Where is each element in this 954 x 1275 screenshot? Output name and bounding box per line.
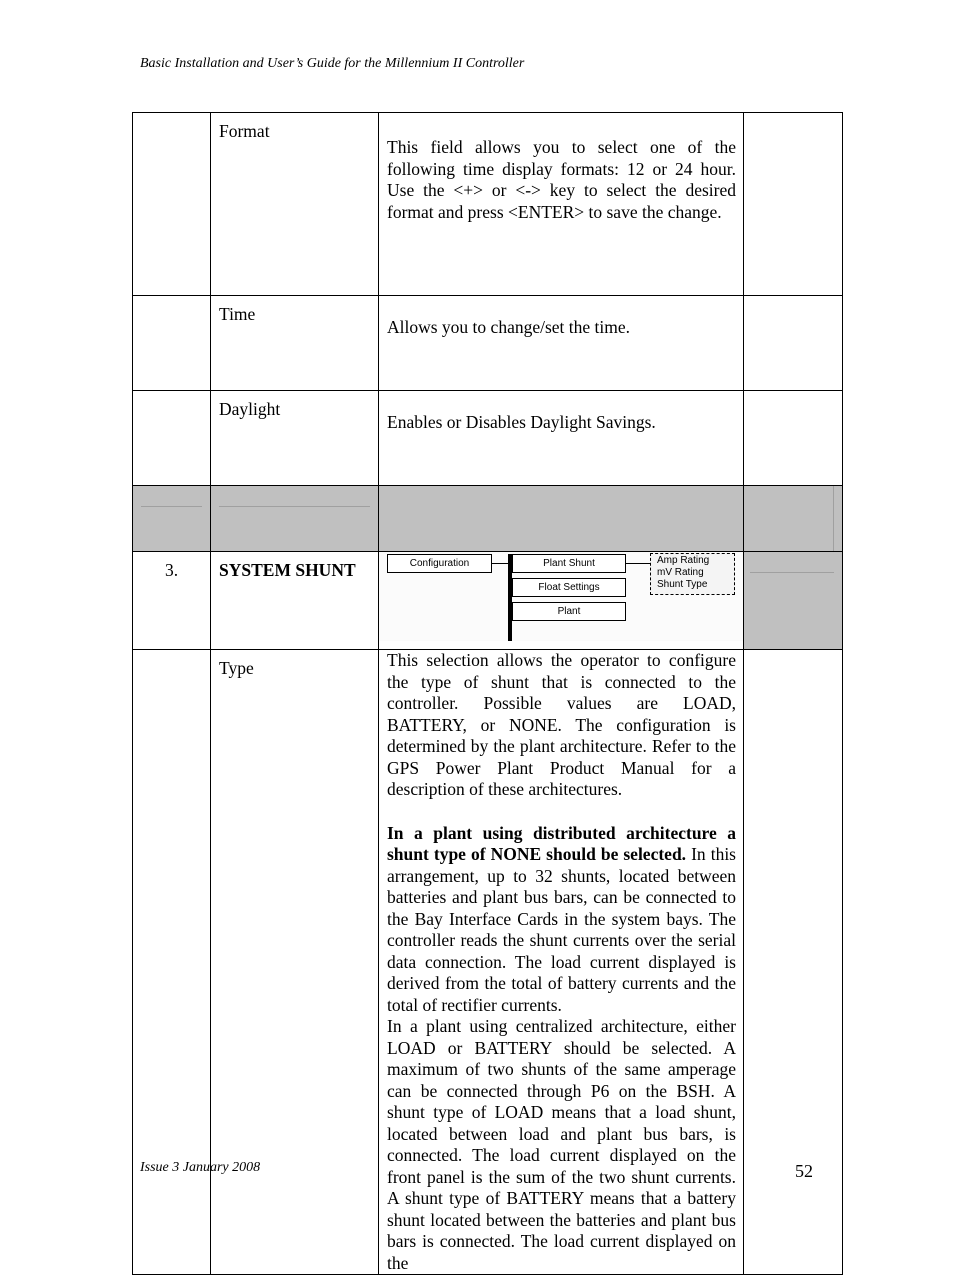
body-text: In this arrangement, up to 32 shunts, located between batteries and plant bus bars, can be connected to the Bay Interface Cards in the system bays. The controller reads the shunt currents over the serial data connection. The load current displayed is derived from the total of battery currents and the total of rectifier currents. [387, 844, 736, 1015]
cell-rule [219, 506, 370, 507]
field-description-type [379, 650, 744, 1275]
number-cell [133, 650, 211, 1275]
menu-item-box: Plant Shunt [512, 554, 626, 573]
field-description-daylight: Enables or Disables Daylight Savings. [379, 391, 744, 486]
page-number: 52 [795, 1161, 813, 1181]
section-number: 3. [133, 552, 211, 650]
notes-cell [744, 113, 843, 296]
field-label-format: Format [211, 113, 379, 296]
field-description-time: Allows you to change/set the time. [379, 296, 744, 391]
notes-cell [744, 296, 843, 391]
field-label-time: Time [211, 296, 379, 391]
shaded-cell [211, 486, 379, 552]
footer-issue: Issue 3 January 2008 [140, 1160, 261, 1175]
submenu-box [650, 553, 735, 595]
cell-rule [141, 506, 202, 507]
submenu-item: Shunt Type [657, 579, 708, 590]
description-paragraph: This selection allows the operator to configure the type of shunt that is connected to the controller. Possible values are LOAD, BATTERY, or NONE. The configuration is determined by the plant architecture. Refer to the GPS Power Plant Product Manual for a description of these architectures. [387, 650, 736, 799]
menu-root-box: Configuration [387, 554, 492, 573]
shaded-cell [744, 486, 843, 552]
paragraph-gap [387, 801, 736, 823]
emphasis-text: In a plant using distributed architecture a shunt type of NONE should be selected. [387, 822, 736, 864]
running-header: Basic Installation and User’s Guide for the Millennium II Controller [140, 56, 525, 71]
field-description-format: This field allows you to select one of the following time display formats: 12 or 24 hour. Use the <+> or <-> key to select the desired format and press <ENTER> to save the change. [379, 113, 744, 296]
shaded-cell [744, 552, 843, 650]
number-cell [133, 113, 211, 296]
table-row-daylight [133, 391, 843, 486]
menu-item-box: Plant [512, 602, 626, 621]
description-paragraph: In a plant using centralized architecture, either LOAD or BATTERY should be selected. A maximum of two shunts of the same amperage can be connected through P6 on the BSH. A shunt type of LOAD means that a load shunt, located between load and plant bus bars, is connected. The load current displayed on the front panel is the sum of the two shunt currents. A shunt type of BATTERY means that a battery shunt located between the batteries and plant bus bars is connected. The load current displayed on the [387, 1016, 736, 1273]
number-cell [133, 296, 211, 391]
field-label-type: Type [211, 650, 379, 1275]
description-paragraph [387, 823, 736, 1017]
cell-rule [750, 572, 834, 573]
table-row-system-shunt [133, 552, 843, 650]
connector-line [626, 563, 650, 564]
submenu-item: Amp Rating [657, 555, 710, 566]
notes-cell [744, 650, 843, 1275]
menu-item-box: Float Settings [512, 578, 626, 597]
shaded-cell [379, 486, 744, 552]
number-cell [133, 391, 211, 486]
menu-diagram-cell [379, 552, 744, 650]
notes-cell [744, 391, 843, 486]
cell-rule [833, 486, 834, 551]
table-row-type [133, 650, 843, 1275]
shaded-cell [133, 486, 211, 552]
menu-tree-diagram [379, 552, 743, 641]
section-title: SYSTEM SHUNT [211, 552, 379, 650]
submenu-item: mV Rating [657, 567, 704, 578]
table-row-separator [133, 486, 843, 552]
parameter-table [132, 112, 843, 1275]
table-row-time [133, 296, 843, 391]
table-row-format [133, 113, 843, 296]
field-label-daylight: Daylight [211, 391, 379, 486]
